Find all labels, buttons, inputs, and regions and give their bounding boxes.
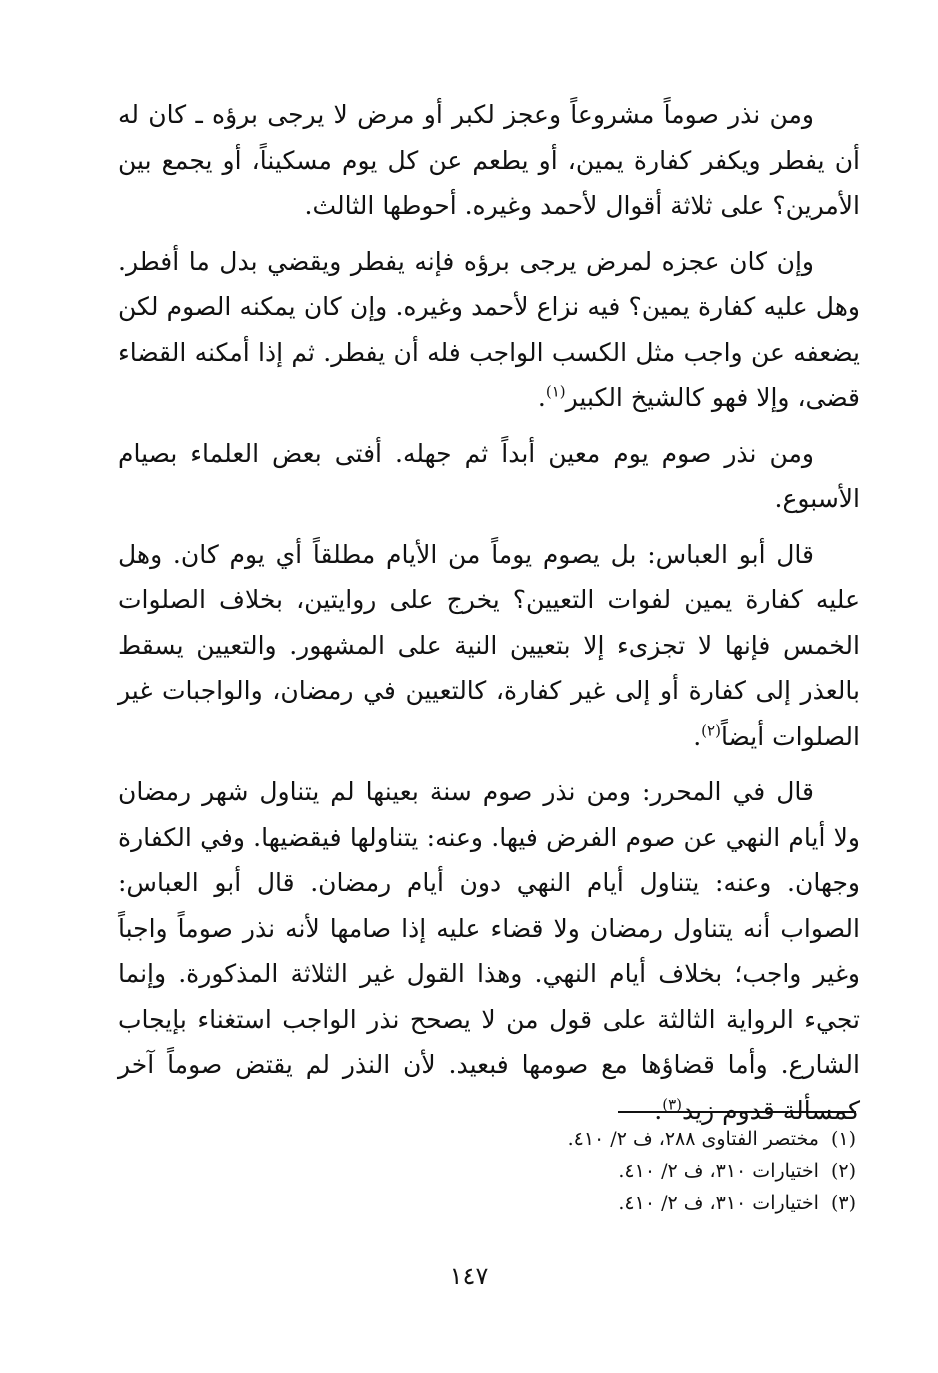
footnotes [430,1123,856,1219]
footnote-text: اختيارات ٣١٠، ف ٢/ ٤١٠. [618,1192,819,1214]
paragraph-text: ومن نذر صوماً مشروعاً وعجز لكبر أو مرض لا يرجى برؤه ـ كان له أن يفطر ويكفر كفارة يمين، أو يطعم عن كل يوم مسكيناً، أو يجمع بين الأمرين؟ على ثلاثة أقوال لأحمد وغيره. أحوطها الثالث. [118,100,860,220]
paragraph-text: وإن كان عجزه لمرض يرجى برؤه فإنه يفطر ويقضي بدل ما أفطر. وهل عليه كفارة يمين؟ فيه نزاع لأحمد وغيره. وإن كان يمكنه الصوم لكن يضعفه عن واجب مثل الكسب الواجب فله أن يفطر. ثم إذا أمكنه القضاء قضى، وإلا فهو كالشيخ الكبير [118,246,860,412]
paragraph [118,769,860,1133]
paragraph-end: . [654,1095,663,1125]
paragraph-text: قال في المحرر: ومن نذر صوم سنة بعينها لم يتناول شهر رمضان ولا أيام النهي عن صوم الفرض فيها. وعنه: يتناولها فيقضيها. وفي الكفارة وجهان. وعنه: يتناول أيام النهي دون أيام رمضان. قال أبو العباس: الصواب أنه يتناول رمضان ولا قضاء عليه إذا صامها لأنه نذر صوماً واجباً وغير واجب؛ بخلاف أيام النهي. وهذا القول غير الثلاثة المذكورة. وإنما تجيء الرواية الثالثة على قول من لا يصحح نذر الواجب استغناء بإيجاب الشارع. وأما قضاؤها مع صومها فبعيد. لأن النذر لم يقتض صوماً آخر كمسألة قدوم زيد [118,777,860,1125]
paragraph [118,92,860,229]
footnote-item [430,1155,856,1187]
footnote-text: مختصر الفتاوى ٢٨٨، ف ٢/ ٤١٠. [567,1128,819,1150]
footnote-text: اختيارات ٣١٠، ف ٢/ ٤١٠. [618,1160,819,1182]
footnote-number: (٢) [830,1160,856,1182]
footnote-ref: (٢) [701,721,721,740]
paragraph-end: . [693,721,702,751]
footnote-ref: (٣) [662,1095,683,1114]
footnote-ref: (١) [545,382,566,401]
footnote-number: (١) [830,1128,856,1150]
paragraph-text: ومن نذر صوم يوم معين أبداً ثم جهله. أفتى بعض العلماء بصيام الأسبوع. [118,438,860,513]
paragraph-text: قال أبو العباس: بل يصوم يوماً من الأيام مطلقاً أي يوم كان. وهل عليه كفارة يمين لفوات التعيين؟ يخرج على روايتين، بخلاف الصلوات الخمس فإنها لا تجزىء إلا بتعيين النية على المشهور. والتعيين يسقط بالعذر إلى كفارة أو إلى غير كفارة، كالتعيين في رمضان، والواجبات غير الصلوات أيضاً [118,539,860,751]
paragraph [118,532,860,760]
footnote-divider [618,1111,856,1113]
paragraph-end: . [537,383,546,412]
paragraph [118,431,860,522]
paragraph [118,239,860,421]
footnote-number: (٣) [830,1192,856,1214]
page-number: ١٤٧ [449,1262,489,1290]
footnote-item [430,1123,856,1155]
footnote-item [430,1187,856,1219]
main-text [118,92,860,1143]
